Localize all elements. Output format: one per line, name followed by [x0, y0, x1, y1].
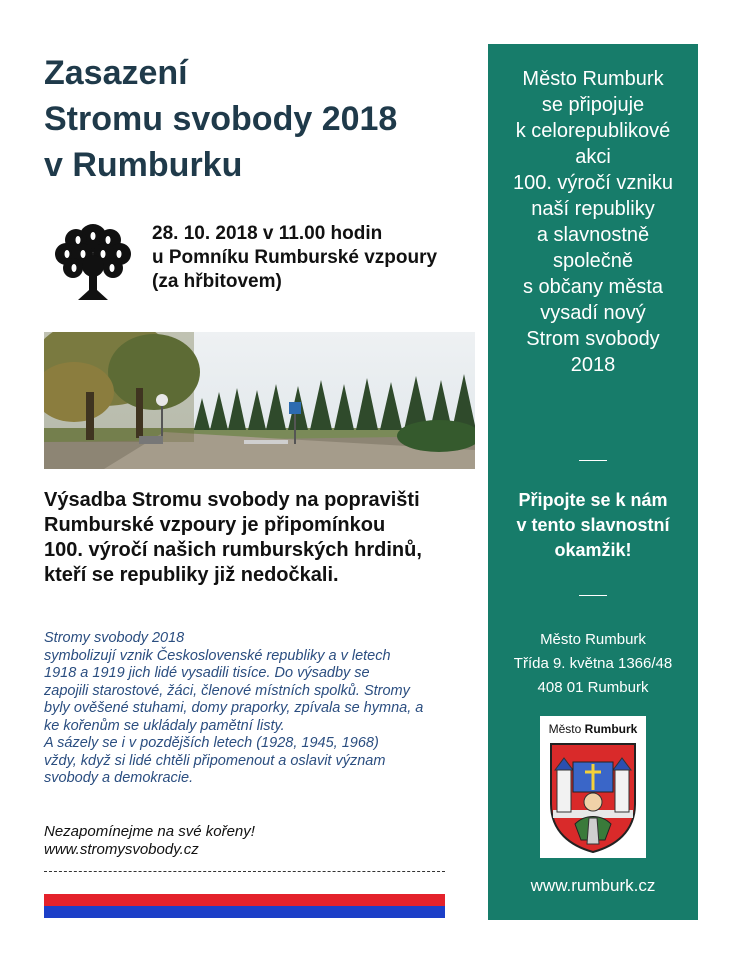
announcement-line: s občany města — [522, 276, 664, 298]
lead-line: 100. výročí našich rumburských hrdinů, — [44, 539, 422, 561]
lead-line: Rumburské vzpoury je připomínkou — [44, 514, 386, 536]
page-title — [44, 50, 474, 188]
announcement-line: se připojuje — [541, 94, 645, 116]
history-line: byly ověšené stuhami, domy praporky, zpívala se hymna, a — [44, 700, 424, 716]
dashed-divider — [44, 871, 445, 872]
invitation-line: v tento slavnostní — [516, 515, 670, 535]
announcement-line: Strom svobody — [526, 328, 660, 350]
event-location-note: (za hřbitovem) — [152, 271, 282, 292]
coat-of-arms-icon — [545, 740, 641, 854]
history-line: ke kořenům se ukládaly pamětní listy. — [44, 717, 285, 734]
history-line: vždy, když si lidé chtěli připomenout a oslavit význam — [44, 752, 386, 769]
address-line: Město Rumburk — [540, 631, 646, 648]
event-location: u Pomníku Rumburské vzpoury — [152, 247, 438, 268]
footer-note — [44, 823, 464, 859]
sidebar-divider — [579, 595, 607, 596]
band-red — [44, 894, 445, 906]
announcement-line: k celorepublikové — [515, 120, 671, 142]
announcement-line: 100. výročí vzniku — [512, 172, 674, 194]
sidebar-panel — [488, 44, 698, 920]
history-line: 1918 a 1919 jich lidé vysadili tisíce. Do výsadby se — [44, 665, 370, 681]
logo-label-name: Rumburk — [584, 722, 638, 736]
band-blue — [44, 906, 445, 918]
announcement-line: naší republiky — [531, 198, 655, 220]
lead-paragraph — [44, 488, 474, 588]
title-line: Zasazení — [44, 54, 188, 92]
announcement-line: Město Rumburk — [522, 68, 664, 90]
sidebar-invitation — [488, 488, 698, 563]
sidebar-address — [488, 628, 698, 700]
lead-line: kteří se republiky již nedočkali. — [44, 564, 339, 586]
address-line: 408 01 Rumburk — [537, 679, 649, 696]
announcement-line: akci — [575, 146, 611, 168]
sidebar-announcement — [488, 66, 698, 378]
event-details — [152, 222, 482, 294]
invitation-line: Připojte se k nám — [518, 490, 668, 510]
town-website[interactable]: www.rumburk.cz — [530, 876, 656, 895]
announcement-line: a slavnostně — [536, 224, 650, 246]
logo-label-prefix: Město — [548, 722, 582, 736]
tricolor-band — [44, 882, 445, 918]
title-line: Stromu svobody 2018 — [44, 100, 398, 138]
history-paragraph — [44, 630, 484, 788]
tree-icon — [48, 216, 138, 304]
announcement-line: společně — [552, 250, 634, 272]
history-line: zapojili starostové, žáci, členové místních spolků. Stromy — [44, 682, 410, 699]
event-date: 28. 10. 2018 v 11.00 hodin — [152, 223, 383, 244]
history-line: Stromy svobody 2018 — [44, 630, 185, 646]
invitation-line: okamžik! — [554, 540, 632, 560]
park-photo — [44, 332, 475, 469]
history-line: svobody a demokracie. — [44, 770, 194, 786]
address-line: Třída 9. května 1366/48 — [513, 655, 673, 672]
title-line: v Rumburku — [44, 146, 243, 184]
band-white — [44, 882, 445, 894]
lead-line: Výsadba Stromu svobody na popravišti — [44, 489, 420, 511]
announcement-line: vysadí nový — [540, 302, 646, 324]
history-line: symbolizují vznik Československé republiky a v letech — [44, 647, 391, 664]
town-logo — [540, 716, 646, 858]
history-line: A sázely se i v pozdějších letech (1928, 1945, 1968) — [44, 735, 379, 751]
footer-website: www.stromysvobody.cz — [44, 841, 199, 858]
logo-label — [540, 722, 646, 736]
announcement-line: 2018 — [570, 354, 616, 376]
footer-slogan: Nezapomínejme na své kořeny! — [44, 823, 255, 840]
sidebar-divider — [579, 460, 607, 461]
